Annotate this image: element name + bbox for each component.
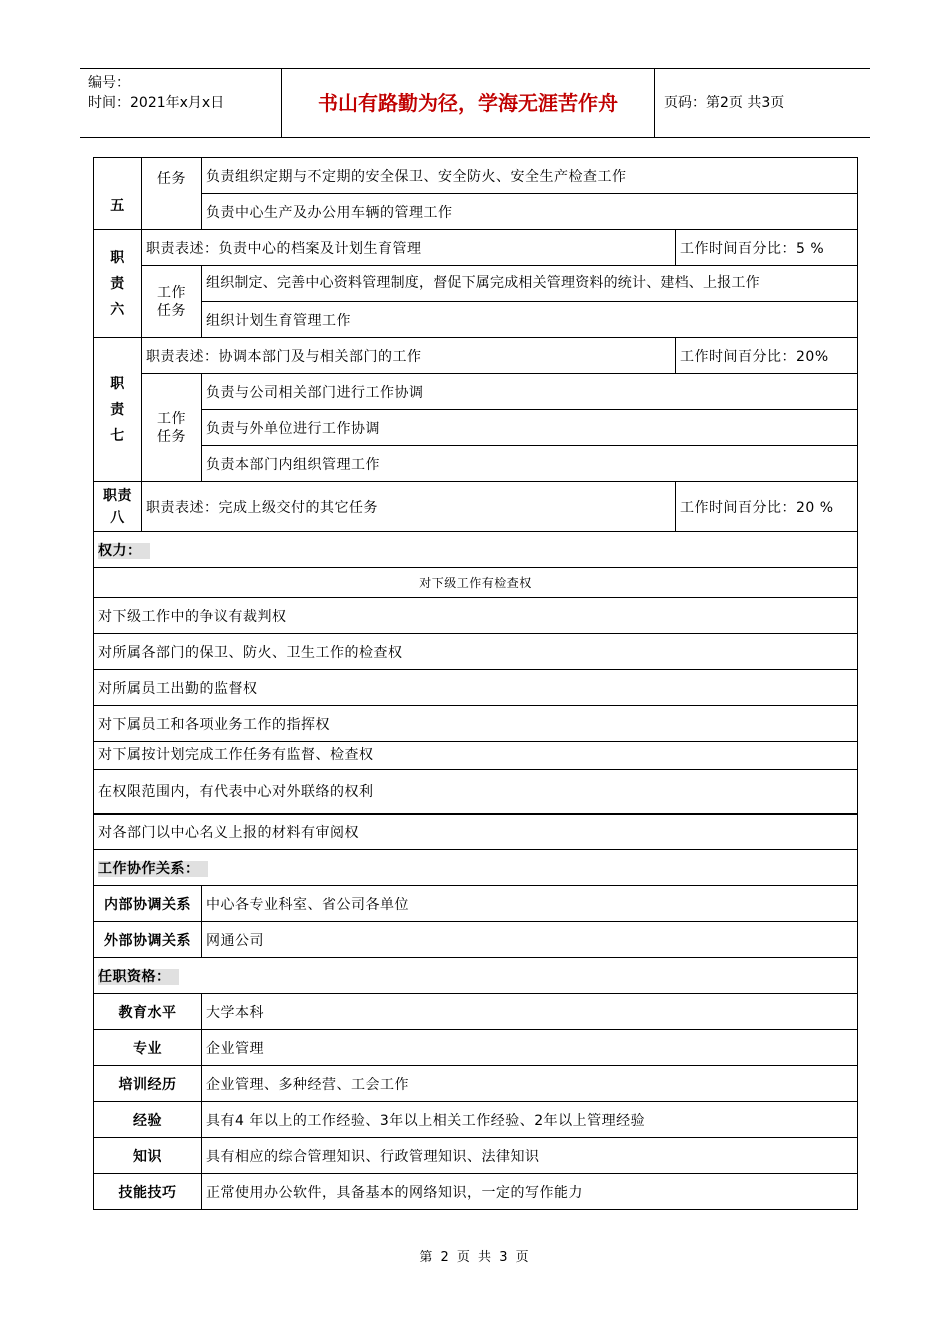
header-page-info: 页码：第2页 共3页 xyxy=(664,95,785,111)
qual-label: 培训经历 xyxy=(94,1066,202,1102)
page-footer: 第 2 页 共 3 页 xyxy=(419,1250,531,1265)
duty8-description: 职责表述：完成上级交付的其它任务 xyxy=(142,482,676,532)
duty6-label: 职 责 六 xyxy=(94,230,142,338)
qual-value: 企业管理 xyxy=(202,1030,858,1066)
power-item: 在权限范围内，有代表中心对外联络的权利 xyxy=(94,770,858,814)
qual-value: 正常使用办公软件，具备基本的网络知识，一定的写作能力 xyxy=(202,1174,858,1210)
duty5-number: 五 xyxy=(94,158,142,230)
power-item: 对下属员工和各项业务工作的指挥权 xyxy=(94,706,858,742)
qual-value: 具有相应的综合管理知识、行政管理知识、法律知识 xyxy=(202,1138,858,1174)
power-section-title xyxy=(94,532,858,568)
duty6-description: 职责表述：负责中心的档案及计划生育管理 xyxy=(142,230,676,266)
header-motto: 书山有路勤为径，学海无涯苦作舟 xyxy=(282,69,655,137)
external-coop-value: 网通公司 xyxy=(202,922,858,958)
duty6-time-percent: 工作时间百分比：5 % xyxy=(676,230,858,266)
qual-value: 企业管理、多种经营、工会工作 xyxy=(202,1066,858,1102)
external-coop-label: 外部协调关系 xyxy=(94,922,202,958)
duty7-task-3: 负责本部门内组织管理工作 xyxy=(202,446,858,482)
qual-label: 经验 xyxy=(94,1102,202,1138)
duty7-task-label: 工作 任务 xyxy=(142,374,202,482)
duty7-task-1: 负责与公司相关部门进行工作协调 xyxy=(202,374,858,410)
duty7-task-2: 负责与外单位进行工作协调 xyxy=(202,410,858,446)
duty5-task-1: 负责组织定期与不定期的安全保卫、安全防火、安全生产检查工作 xyxy=(202,158,858,194)
qual-value: 具有4 年以上的工作经验、3年以上相关工作经验、2年以上管理经验 xyxy=(202,1102,858,1138)
internal-coop-value: 中心各专业科室、省公司各单位 xyxy=(202,886,858,922)
qual-label: 专业 xyxy=(94,1030,202,1066)
job-description-table xyxy=(93,157,858,1210)
page-header xyxy=(80,68,870,138)
duty8-time-percent: 工作时间百分比：20 % xyxy=(676,482,858,532)
qual-label: 教育水平 xyxy=(94,994,202,1030)
duty5-task-label: 任务 xyxy=(142,158,202,230)
power-item: 对下级工作有检查权 xyxy=(94,568,858,598)
duty7-time-percent: 工作时间百分比：20% xyxy=(676,338,858,374)
qual-label: 技能技巧 xyxy=(94,1174,202,1210)
duty6-task-1: 组织制定、完善中心资料管理制度，督促下属完成相关管理资料的统计、建档、上报工作 xyxy=(202,266,858,302)
qual-section-title xyxy=(94,958,858,994)
coop-title: 工作协作关系： xyxy=(98,861,208,877)
duty7-description: 职责表述：协调本部门及与相关部门的工作 xyxy=(142,338,676,374)
coop-section-title xyxy=(94,850,858,886)
power-item: 对下级工作中的争议有裁判权 xyxy=(94,598,858,634)
internal-coop-label: 内部协调关系 xyxy=(94,886,202,922)
header-meta xyxy=(80,69,282,137)
power-item: 对下属按计划完成工作任务有监督、检查权 xyxy=(94,742,858,770)
power-item: 对所属各部门的保卫、防火、卫生工作的检查权 xyxy=(94,634,858,670)
duty8-label: 职责 八 xyxy=(94,482,142,532)
document-number-label: 编号： xyxy=(88,75,130,91)
power-item: 对各部门以中心名义上报的材料有审阅权 xyxy=(94,814,858,850)
qual-value: 大学本科 xyxy=(202,994,858,1030)
duty6-task-label: 工作 任务 xyxy=(142,266,202,338)
qual-title: 任职资格： xyxy=(98,969,179,985)
power-item: 对所属员工出勤的监督权 xyxy=(94,670,858,706)
duty6-task-2: 组织计划生育管理工作 xyxy=(202,302,858,338)
qual-label: 知识 xyxy=(94,1138,202,1174)
document-time: 时间：2021年x月x日 xyxy=(88,95,225,111)
duty5-task-2: 负责中心生产及办公用车辆的管理工作 xyxy=(202,194,858,230)
duty7-label: 职 责 七 xyxy=(94,338,142,482)
power-title: 权力： xyxy=(98,543,150,559)
